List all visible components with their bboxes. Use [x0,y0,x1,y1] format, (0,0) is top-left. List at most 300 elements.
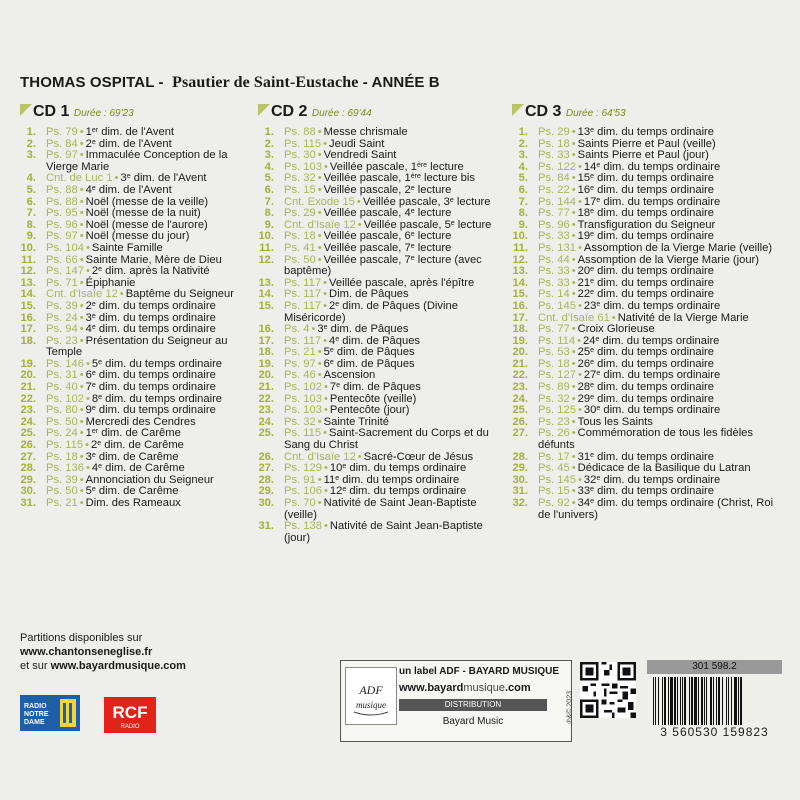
track-number: 6. [26,195,36,208]
track-item [258,255,500,278]
bullet: • [317,369,322,382]
bullet: • [85,241,90,254]
barcode-bar [684,677,686,725]
track-number: 17. [20,323,36,336]
track-number: 24. [258,415,274,428]
track-reference: Ps. 80 [46,404,78,417]
bullet: • [79,195,84,208]
bullet: • [79,404,84,417]
track-number: 29. [20,473,36,486]
track-number: 12. [258,253,274,266]
track-reference: Ps. 14 [538,288,570,301]
bullet: • [79,230,84,243]
track-reference: Ps. 97 [284,357,316,370]
track-number: 1. [26,126,36,138]
barcode-bar [664,677,666,725]
bullet: • [79,334,84,347]
track-item [20,336,248,359]
bullet: • [79,485,84,498]
cd-label [271,103,372,120]
bullet: • [571,126,576,138]
bullet: • [571,207,576,220]
track-title: Nativité de Saint Jean-Baptiste (jour) [284,520,483,544]
bullet: • [357,450,362,463]
bullet: • [571,253,576,266]
bullet: • [79,450,84,463]
track-reference: Ps. 84 [46,137,78,150]
bullet: • [577,473,582,486]
bullet: • [323,299,328,312]
bullet: • [323,288,328,301]
track-title: Épiphanie [85,276,136,289]
barcode-bar [701,677,703,725]
track-reference: Ps. 84 [538,172,570,185]
track-reference: Ps. 136 [46,462,84,475]
track-number: 24. [512,392,528,405]
track-reference: Ps. 97 [46,230,78,243]
track-number: 16. [20,311,36,324]
bullet: • [317,253,322,266]
track-number: 30. [512,473,528,486]
track-number: 21. [258,381,274,394]
track-reference: Cnt. d'Isaïe 12 [284,450,356,463]
barcode-bar [713,677,714,725]
track-title: Annonciation du Seigneur [85,473,214,486]
track-title: 6e dim. de Pâques [323,357,415,370]
track-number: 17. [512,311,528,324]
triangle-icon [512,104,524,116]
cd2-column [258,104,500,544]
track-reference: Ps. 23 [46,334,78,347]
radio-notre-dame-logo [20,695,80,735]
track-reference: Ps. 17 [538,450,570,463]
track-title: 13e dim. du temps ordinaire [577,126,715,138]
track-reference: Ps. 50 [284,253,316,266]
track-reference: Ps. 102 [46,392,84,405]
bullet: • [571,276,576,289]
cd-label-text: CD 2 [271,103,308,120]
track-number: 20. [258,369,274,382]
track-title: Noël (messe de la veille) [85,195,209,208]
bullet: • [79,126,84,138]
track-item [512,428,782,451]
bullet: • [611,311,616,324]
track-title: 2e dim. de Carême [91,439,184,452]
track-reference: Ps. 147 [46,265,84,278]
bullet: • [323,404,328,417]
track-title: 22e dim. du temps ordinaire [577,288,715,301]
track-number: 13. [258,276,274,289]
track-number: 27. [258,462,274,475]
track-number: 22. [258,392,274,405]
bullet: • [571,346,576,359]
cd-duration: Durée : 69'23 [73,108,134,119]
track-title: Jeudi Saint [329,137,385,150]
track-number: 14. [258,288,274,301]
track-reference: Ps. 77 [538,207,570,220]
bullet: • [571,450,576,463]
track-reference: Ps. 103 [284,404,322,417]
track-reference: Ps. 146 [46,357,84,370]
track-number: 24. [20,415,36,428]
track-title: 11e dim. du temps ordinaire [323,473,460,486]
track-reference: Ps. 97 [46,149,78,162]
track-reference: Ps. 18 [538,137,570,150]
barcode-bar [655,677,656,725]
track-reference: Ps. 70 [284,497,316,509]
bullet: • [577,195,582,208]
track-number: 1. [518,126,528,138]
svg-text:musique: musique [356,700,386,710]
track-item [20,150,248,173]
track-number: 22. [20,392,36,405]
track-number: 11. [259,241,274,254]
bullet: • [311,323,316,336]
track-title: Veillée pascale, 1ère lecture [329,160,464,173]
track-reference: Ps. 39 [46,473,78,486]
bullet: • [571,381,576,394]
track-title: Veillée pascale, 4e lecture [323,207,452,220]
track-number: 23. [258,404,274,417]
track-number: 7. [518,195,528,208]
track-number: 18. [512,323,528,336]
bullet: • [571,427,576,440]
bullet: • [79,415,84,428]
track-title: Saints Pierre et Paul (veille) [577,137,716,150]
barcode-bar [704,677,705,725]
track-number: 12. [512,253,528,266]
track-title: Dim. des Rameaux [85,497,181,509]
track-reference: Ps. 114 [538,334,576,347]
track-title: 24e dim. du temps ordinaire [583,334,720,347]
track-reference: Ps. 23 [538,415,570,428]
barcode-bar [662,677,663,725]
track-title: Veillée pascale, 7e lecture [323,241,452,254]
cd-label-text: CD 3 [525,103,562,120]
track-title: 7e dim. du temps ordinaire [85,381,216,394]
track-number: 10. [258,230,274,243]
track-reference: Ps. 32 [284,415,316,428]
track-number: 31. [512,485,528,498]
rcf-logo [104,697,156,733]
track-title: Vendredi Saint [323,149,397,162]
bullet: • [317,241,322,254]
qr-code [580,662,636,718]
track-number: 28. [258,473,274,486]
bullet: • [571,357,576,370]
track-reference: Ps. 115 [284,137,322,150]
track-title: Sainte Trinité [323,415,389,428]
bullet: • [317,126,322,138]
track-title: 4e dim. de Carême [91,462,185,475]
barcode-bar [731,677,732,725]
bullet: • [571,288,576,301]
bullet: • [79,497,84,509]
svg-text:ADF: ADF [359,683,383,697]
track-title: Veillée pascale, après l'épître [329,276,475,289]
bullet: • [79,369,84,382]
track-number: 26. [20,439,36,452]
track-reference: Ps. 138 [284,520,322,533]
bullet: • [571,149,576,162]
track-reference: Ps. 21 [284,346,316,359]
track-title: 7e dim. de Pâques [329,381,421,394]
track-title: Noël (messe de la nuit) [85,207,201,220]
bullet: • [577,369,582,382]
track-title: 30e dim. du temps ordinaire [583,404,721,417]
partitions-site-link[interactable]: www.chantonseneglise.fr [20,646,153,658]
track-title: 6e dim. du temps ordinaire [85,369,216,382]
track-number: 16. [512,299,528,312]
barcode-bar [718,677,720,725]
barcode-digits: 3 560530 159823 [660,725,769,739]
bullet: • [317,230,322,243]
partitions-info [20,631,186,673]
track-reference: Ps. 94 [46,323,78,336]
track-number: 16. [258,323,274,336]
track-number: 12. [20,265,36,278]
bullet: • [79,473,84,486]
track-title: Messe chrismale [323,126,408,138]
track-number: 5. [26,183,36,196]
track-reference: Ps. 33 [538,276,570,289]
bullet: • [317,149,322,162]
track-title: 1er dim. de Carême [85,427,181,440]
track-title: 2e dim. après la Nativité [91,265,210,278]
track-number: 3. [26,149,36,162]
svg-text:RADIO: RADIO [24,703,47,710]
label-line: un label ADF - BAYARD MUSIQUE [399,666,560,677]
bullet: • [317,357,322,370]
url-part2: musique [463,682,505,694]
track-title: Immaculée Conception de la Vierge Marie [46,149,228,173]
track-title: Tous les Saints [577,415,653,428]
track-reference: Ps. 106 [284,485,322,498]
track-number: 7. [26,207,36,220]
bullet: • [323,462,328,475]
bullet: • [571,497,576,509]
bullet: • [323,276,328,289]
track-title: Assomption de la Vierge Marie (jour) [577,253,760,266]
bullet: • [119,288,124,301]
track-reference: Cnt. de Luc 1 [46,172,113,185]
bullet: • [571,415,576,428]
track-number: 5. [264,172,274,185]
barcode-bar [670,677,673,725]
barcode-bar [706,677,707,725]
track-reference: Cnt. Exode 15 [284,195,355,208]
track-title: 15e dim. du temps ordinaire [577,172,715,185]
track-reference: Ps. 21 [46,497,78,509]
barcode-bar [691,677,693,725]
track-title: Mercredi des Cendres [85,415,196,428]
barcode-bar [726,677,727,725]
track-reference: Ps. 144 [538,195,576,208]
track-reference: Ps. 46 [284,369,316,382]
track-reference: Ps. 29 [284,207,316,220]
track-reference: Ps. 115 [46,439,84,452]
track-number: 31. [20,497,36,509]
track-title: Transfiguration du Seigneur [577,218,716,231]
cd1-column [20,104,248,510]
track-number: 9. [518,218,528,231]
track-title: 4e dim. du temps ordinaire [85,323,216,336]
title-separator: - [362,74,368,91]
bullet: • [571,172,576,185]
distributor-name: Bayard Music [442,716,504,727]
track-number: 15. [258,299,274,312]
track-number: 30. [258,497,274,509]
track-number: 18. [258,346,274,359]
bullet: • [114,172,119,185]
track-title: Commémoration de tous les fidèles défunts [538,427,753,452]
track-reference: Ps. 66 [46,253,78,266]
track-reference: Ps. 117 [284,276,322,289]
bullet: • [79,183,84,196]
track-title: 4e dim. de l'Avent [85,183,172,196]
track-number: 23. [20,404,36,417]
bullet: • [85,439,90,452]
track-reference: Ps. 92 [538,497,570,509]
track-title: Présentation du Seigneur au Temple [46,334,228,359]
barcode-bar [694,677,697,725]
track-reference: Ps. 103 [284,160,322,173]
track-title: 26e dim. du temps ordinaire [577,357,715,370]
track-number: 6. [518,183,528,196]
track-number: 2. [518,137,528,150]
track-title: Sainte Marie, Mère de Dieu [85,253,222,266]
track-item [512,498,782,521]
track-number: 1. [264,126,274,138]
track-title: Sacré-Cœur de Jésus [363,450,474,463]
cd-label [33,103,134,120]
bullet: • [571,323,576,336]
track-title: 27e dim. du temps ordinaire [583,369,721,382]
track-number: 21. [512,357,528,370]
track-number: 8. [518,207,528,220]
track-title: 8e dim. du temps ordinaire [91,392,223,405]
track-title: Dim. de Pâques [329,288,409,301]
bullet: • [323,427,328,440]
bullet: • [577,404,582,417]
track-number: 19. [20,357,36,370]
bayard-url[interactable] [399,682,531,694]
bullet: • [317,207,322,220]
track-reference: Ps. 104 [46,241,84,254]
track-number: 11. [21,253,36,266]
album-name: Psautier de Saint-Eustache [172,74,359,91]
track-title: 3e dim. de l'Avent [120,172,207,185]
track-title: Noël (messe de l'aurore) [85,218,208,231]
bullet: • [571,183,576,196]
bullet: • [571,462,576,475]
track-reference: Cnt. d'Isaïe 12 [284,218,356,231]
track-title: 5e dim. de Carême [85,485,179,498]
track-title: 3e dim. du temps ordinaire [85,311,216,324]
track-reference: Ps. 95 [46,207,78,220]
cd-header [20,104,248,126]
barcode-bar [728,677,729,725]
track-reference: Ps. 45 [538,462,570,475]
track-reference: Ps. 22 [538,183,570,196]
track-number: 27. [20,450,36,463]
barcode-bar [698,677,699,725]
label-box [340,660,572,742]
track-reference: Cnt. d'Isaïe 12 [46,288,118,301]
track-number: 13. [20,276,36,289]
track-reference: Ps. 127 [538,369,576,382]
track-title: Saints Pierre et Paul (jour) [577,149,709,162]
bayard-site-link[interactable]: www.bayardmusique.com [50,660,186,672]
track-item [258,301,500,324]
track-title: 23e dim. du temps ordinaire [583,299,721,312]
bullet: • [577,241,582,254]
track-reference: Ps. 30 [284,149,316,162]
track-reference: Ps. 89 [538,381,570,394]
track-reference: Ps. 50 [46,415,78,428]
bullet: • [79,137,84,150]
url-part1: www.bayard [399,682,464,694]
track-title: 2e dim. du temps ordinaire [85,299,216,312]
bullet: • [323,160,328,173]
track-item [20,498,248,510]
barcode-bar [689,677,690,725]
track-number: 30. [20,485,36,498]
track-reference: Ps. 117 [284,299,322,312]
barcode-bar [653,677,654,725]
track-title: 2e dim. de Pâques (Divine Miséricorde) [284,299,458,324]
bullet: • [317,183,322,196]
track-number: 19. [512,334,528,347]
bullet: • [323,334,328,347]
bullet: • [79,299,84,312]
track-reference: Ps. 15 [284,183,316,196]
track-title: 29e dim. du temps ordinaire [577,392,715,405]
bullet: • [79,253,84,266]
barcode-bar [674,677,676,725]
track-reference: Ps. 122 [538,160,576,173]
partitions-prefix: et sur [20,660,48,672]
track-title: 1er dim. de l'Avent [85,126,175,138]
bullet: • [323,485,328,498]
barcode-bar [740,677,742,725]
bullet: • [79,323,84,336]
track-reference: Ps. 71 [46,276,78,289]
barcode-bar [658,677,659,725]
track-title: 3e dim. de Pâques [317,323,409,336]
track-number: 15. [512,288,528,301]
bullet: • [571,230,576,243]
bullet: • [317,346,322,359]
track-title: Veillée pascale, 7e lecture (avec baptême) [284,253,482,278]
track-title: Assomption de la Vierge Marie (veille) [583,241,773,254]
track-reference: Ps. 91 [284,473,316,486]
track-title: Ascension [323,369,376,382]
bullet: • [85,462,90,475]
album-title [20,74,440,92]
track-number: 22. [512,369,528,382]
track-number: 17. [258,334,274,347]
track-number: 2. [26,137,36,150]
adf-logo [345,667,397,725]
track-reference: Ps. 40 [46,381,78,394]
track-reference: Ps. 102 [284,381,322,394]
track-title: 5e dim. de Pâques [323,346,415,359]
track-reference: Ps. 53 [538,346,570,359]
bullet: • [79,218,84,231]
track-reference: Ps. 18 [46,450,78,463]
track-title: 20e dim. du temps ordinaire [577,265,715,278]
